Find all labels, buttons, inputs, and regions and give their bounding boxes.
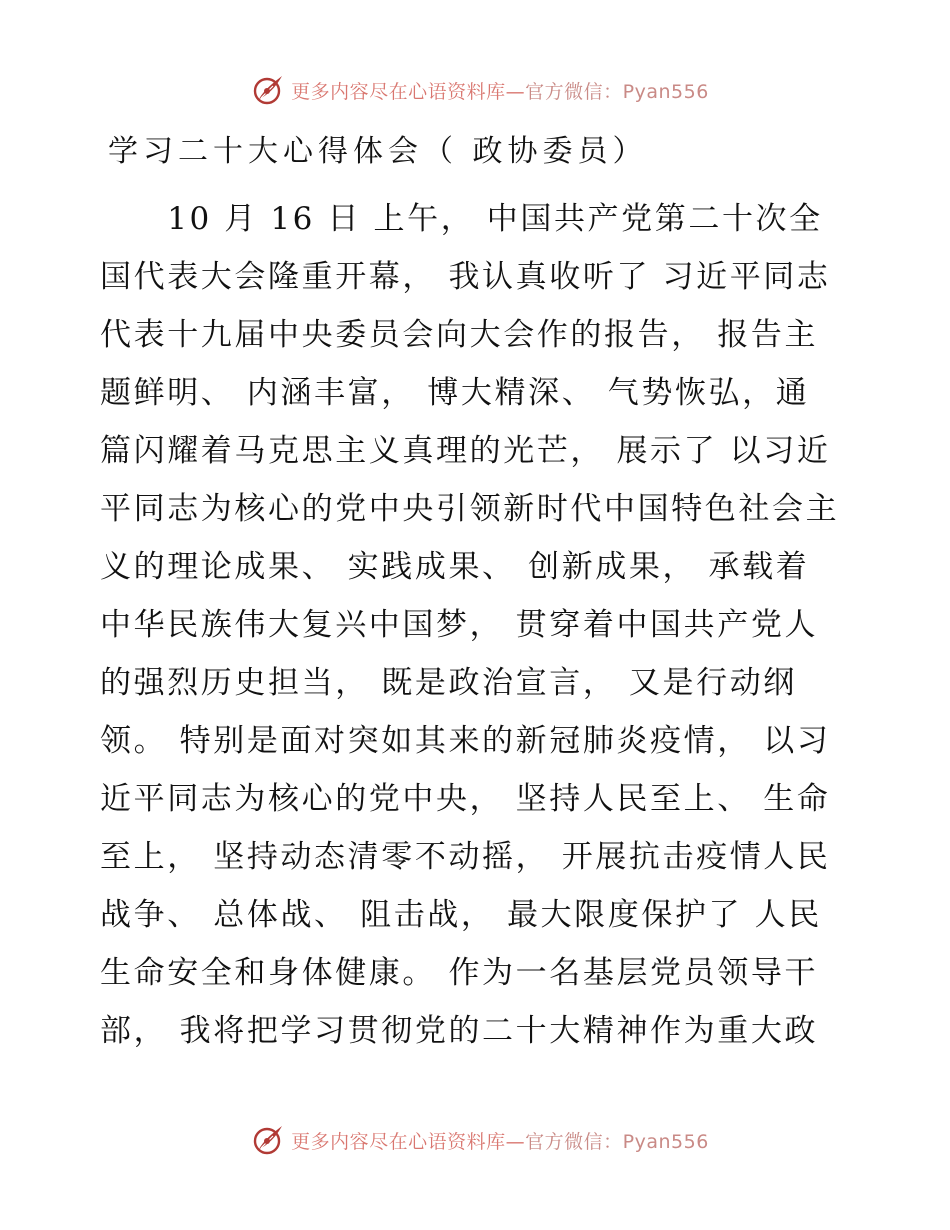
- body-line: 中华民族伟大复兴中国梦， 贯穿着中国共产党人: [100, 607, 819, 643]
- document-body: [100, 190, 860, 1060]
- body-line: 的强烈历史担当， 既是政治宣言， 又是行动纲: [100, 665, 797, 701]
- footer-banner-content: [251, 1123, 709, 1157]
- body-line: 生命安全和身体健康。 作为一名基层党员领导干: [100, 955, 819, 991]
- body-line: 10 月 16 日 上午， 中国共产党第二十次全: [100, 201, 823, 237]
- footer-banner: [0, 1120, 950, 1160]
- body-line: 战争、 总体战、 阻击战， 最大限度保护了 人民: [100, 897, 822, 933]
- body-line: 代表十九届中央委员会向大会作的报告， 报告主: [100, 317, 819, 353]
- footer-banner-text: 更多内容尽在心语资料库—官方微信：Pyan556: [291, 1130, 709, 1153]
- header-banner-text: 更多内容尽在心语资料库—官方微信：Pyan556: [291, 80, 709, 103]
- body-line: 题鲜明、 内涵丰富， 博大精深、 气势恢弘，通: [100, 375, 810, 411]
- document-title: 学习二十大心得体会（ 政协委员）: [108, 134, 648, 169]
- body-line: 义的理论成果、 实践成果、 创新成果， 承载着: [100, 549, 810, 585]
- body-line: 近平同志为核心的党中央， 坚持人民至上、 生命: [100, 781, 831, 817]
- body-line: 篇闪耀着马克思主义真理的光芒， 展示了 以习近: [100, 433, 831, 469]
- body-line: 领。 特别是面对突如其来的新冠肺炎疫情， 以习: [100, 723, 831, 759]
- header-banner-content: [251, 73, 709, 107]
- body-line: 至上， 坚持动态清零不动摇， 开展抗击疫情人民: [100, 839, 831, 875]
- quill-logo-icon: [251, 1123, 285, 1157]
- body-line: 部， 我将把学习贯彻党的二十大精神作为重大政: [100, 1013, 819, 1049]
- header-banner: [0, 70, 950, 110]
- quill-logo-icon: [251, 73, 285, 107]
- body-line: 国代表大会隆重开幕， 我认真收听了 习近平同志: [100, 259, 831, 295]
- body-line: 平同志为核心的党中央引领新时代中国特色社会主: [100, 491, 840, 527]
